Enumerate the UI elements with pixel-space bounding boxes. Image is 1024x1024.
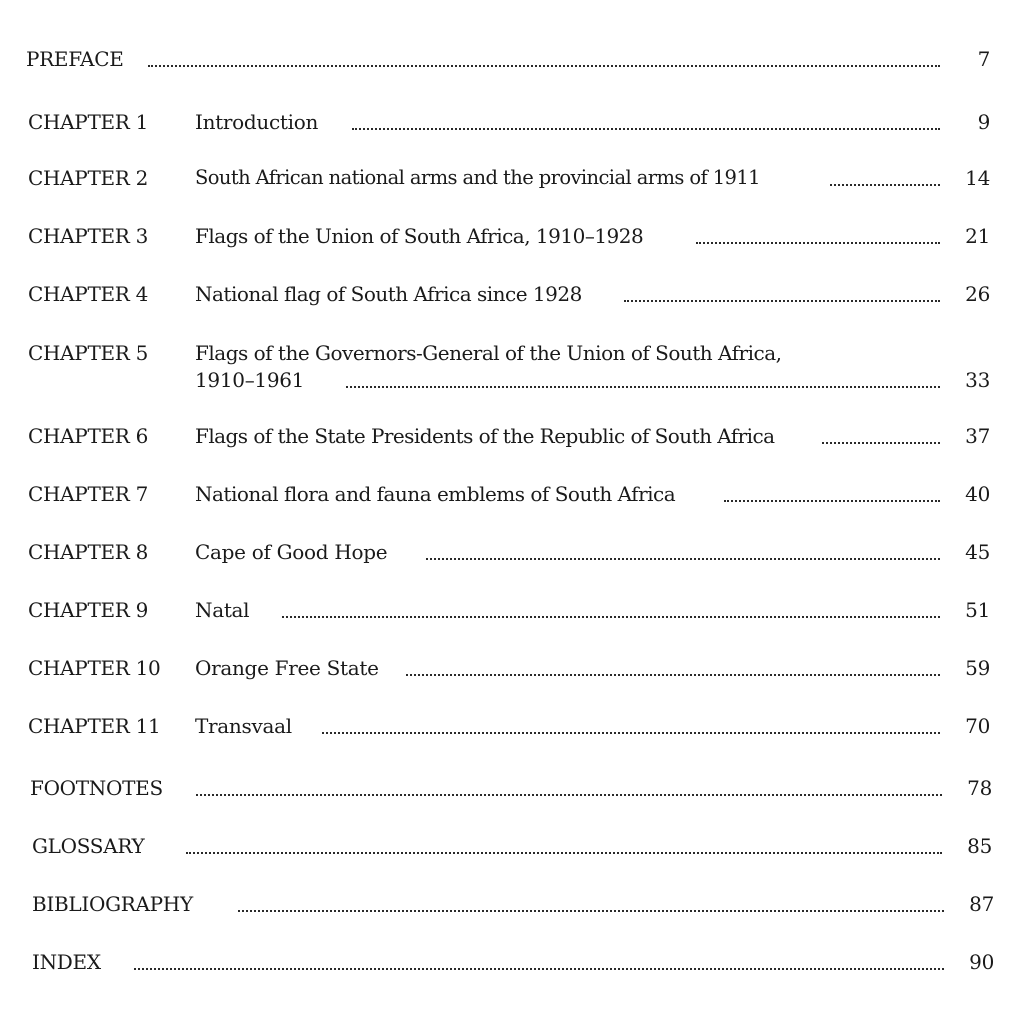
dot-leader [346, 386, 940, 388]
toc-entry-page: 9 [977, 110, 990, 134]
toc-entry-page: 85 [967, 834, 992, 858]
toc-entry-page: 59 [965, 656, 990, 680]
dot-leader [426, 558, 940, 560]
toc-entry-title: Flags of the Union of South Africa, 1910–1928 [195, 224, 644, 248]
dot-leader [352, 128, 940, 130]
toc-entry-page: 7 [977, 47, 990, 71]
toc-entry-title: Cape of Good Hope [195, 540, 388, 564]
dot-leader [186, 852, 942, 854]
toc-entry-page: 87 [969, 892, 994, 916]
toc-entry-label: CHAPTER 11 [28, 714, 161, 738]
toc-entry-label: INDEX [32, 950, 101, 974]
dot-leader [148, 65, 940, 67]
toc-entry-label: CHAPTER 6 [28, 424, 149, 448]
toc-entry-label: CHAPTER 1 [28, 110, 149, 134]
toc-entry-label: CHAPTER 2 [28, 166, 149, 190]
toc-entry-title: Flags of the State Presidents of the Republic of South Africa [195, 424, 775, 448]
dot-leader [196, 794, 942, 796]
toc-entry-title: Orange Free State [195, 656, 379, 680]
toc-entry-page: 21 [965, 224, 990, 248]
dot-leader [134, 968, 944, 970]
dot-leader [282, 616, 940, 618]
toc-entry-title-continued: 1910–1961 [195, 368, 305, 392]
toc-entry-page: 14 [965, 166, 990, 190]
toc-entry-label: CHAPTER 4 [28, 282, 149, 306]
toc-entry-page: 26 [965, 282, 990, 306]
dot-leader [322, 732, 940, 734]
dot-leader [822, 442, 940, 444]
toc-entry-label: CHAPTER 9 [28, 598, 149, 622]
toc-entry-page: 70 [965, 714, 990, 738]
toc-entry-label: CHAPTER 5 [28, 341, 149, 365]
toc-entry-label: CHAPTER 10 [28, 656, 161, 680]
toc-entry-label: CHAPTER 3 [28, 224, 149, 248]
toc-entry-label: PREFACE [26, 47, 124, 71]
toc-entry-title: Natal [195, 598, 250, 622]
dot-leader [238, 910, 944, 912]
toc-entry-page: 37 [965, 424, 990, 448]
dot-leader [624, 300, 940, 302]
toc-entry-label: GLOSSARY [32, 834, 145, 858]
toc-entry-page: 78 [967, 776, 992, 800]
toc-entry-title: South African national arms and the provincial arms of 1911 [195, 166, 760, 189]
toc-entry-page: 40 [965, 482, 990, 506]
dot-leader [406, 674, 940, 676]
toc-entry-title: National flora and fauna emblems of South Africa [195, 482, 676, 506]
toc-entry-page: 33 [965, 368, 990, 392]
toc-entry-page: 51 [965, 598, 990, 622]
dot-leader [696, 242, 940, 244]
toc-entry-title: Transvaal [195, 714, 292, 738]
toc-entry-label: CHAPTER 8 [28, 540, 149, 564]
dot-leader [830, 184, 940, 186]
toc-entry-label: CHAPTER 7 [28, 482, 149, 506]
toc-entry-page: 45 [965, 540, 990, 564]
toc-entry-title: National flag of South Africa since 1928 [195, 282, 582, 306]
toc-entry-label: FOOTNOTES [30, 776, 163, 800]
toc-entry-title: Introduction [195, 110, 319, 134]
dot-leader [724, 500, 940, 502]
toc-entry-label: BIBLIOGRAPHY [32, 892, 193, 916]
toc-entry-title: Flags of the Governors-General of the Union of South Africa, [195, 341, 782, 365]
toc-entry-page: 90 [969, 950, 994, 974]
